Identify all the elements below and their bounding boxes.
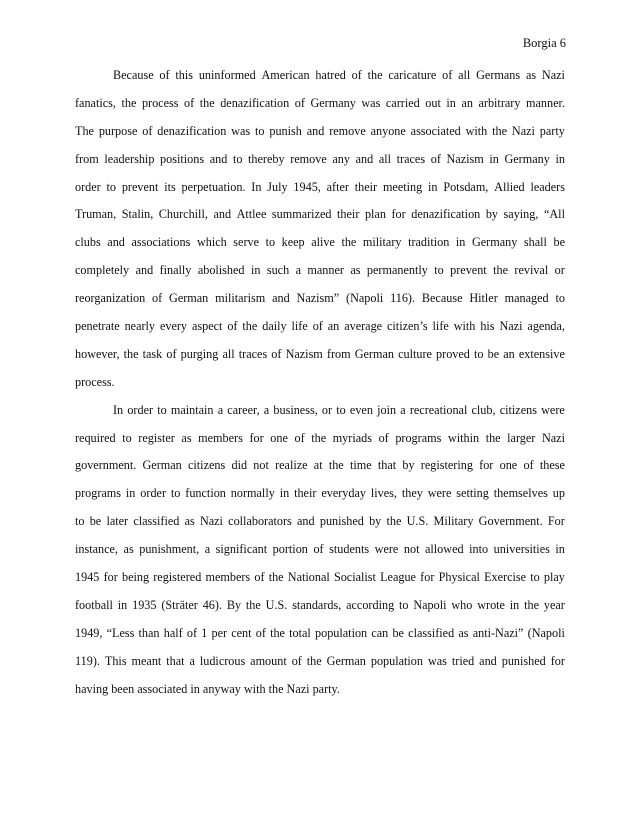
text-line: government. German citizens did not realize at the time that by registering for one of these <box>75 458 565 473</box>
text-line: order to prevent its perpetuation. In July 1945, after their meeting in Potsdam, Allied leaders <box>75 179 565 194</box>
text-line: clubs and associations which serve to keep alive the military tradition in Germany shall be <box>75 235 565 250</box>
text-line: required to register as members for one of the myriads of programs within the larger Nazi <box>75 430 565 445</box>
text-line: reorganization of German militarism and Nazism” (Napoli 116). Because Hitler managed to <box>75 291 565 306</box>
header-author: Borgia <box>522 36 557 50</box>
text-line: 119). This meant that a ludicrous amount of the German population was tried and punished for <box>75 653 565 668</box>
text-line: In order to maintain a career, a business, or to even join a recreational club, citizens were <box>113 402 565 417</box>
text-line: 1949, “Less than half of 1 per cent of the total population can be classified as anti-Nazi” (Napoli <box>75 625 565 640</box>
text-line: however, the task of purging all traces of Nazism from German culture proved to be an extensive <box>75 346 565 361</box>
text-line: Truman, Stalin, Churchill, and Attlee summarized their plan for denazification by saying, “All <box>75 207 565 222</box>
text-line: from leadership positions and to thereby remove any and all traces of Nazism in Germany in <box>75 151 565 166</box>
text-line: 1945 for being registered members of the National Socialist League for Physical Exercise to play <box>75 570 565 585</box>
text-line: Because of this uninformed American hatred of the caricature of all Germans as Nazi <box>113 68 565 82</box>
running-header <box>523 36 566 51</box>
body-text <box>75 62 565 703</box>
text-line: football in 1935 (Sträter 46). By the U.S. standards, according to Napoli who wrote in the year <box>75 597 565 612</box>
text-line: to be later classified as Nazi collaborators and punished by the U.S. Military Government. For <box>75 514 565 529</box>
text-line: having been associated in anyway with the Nazi party. <box>75 681 340 696</box>
text-line: programs in order to function normally in their everyday lives, they were setting themselves up <box>75 486 565 501</box>
paragraph <box>75 62 565 397</box>
paragraph <box>75 397 565 704</box>
text-line: penetrate nearly every aspect of the daily life of an average citizen’s life with his Nazi agenda, <box>75 319 565 334</box>
text-line: The purpose of denazification was to punish and remove anyone associated with the Nazi party <box>75 123 565 138</box>
text-line: instance, as punishment, a significant portion of students were not allowed into universities in <box>75 542 565 557</box>
header-page-number: 6 <box>559 36 566 50</box>
text-line: process. <box>75 374 115 389</box>
text-line: completely and finally abolished in such a manner as permanently to prevent the revival or <box>75 263 565 278</box>
text-line: fanatics, the process of the denazification of Germany was carried out in an arbitrary manner. <box>75 95 565 110</box>
